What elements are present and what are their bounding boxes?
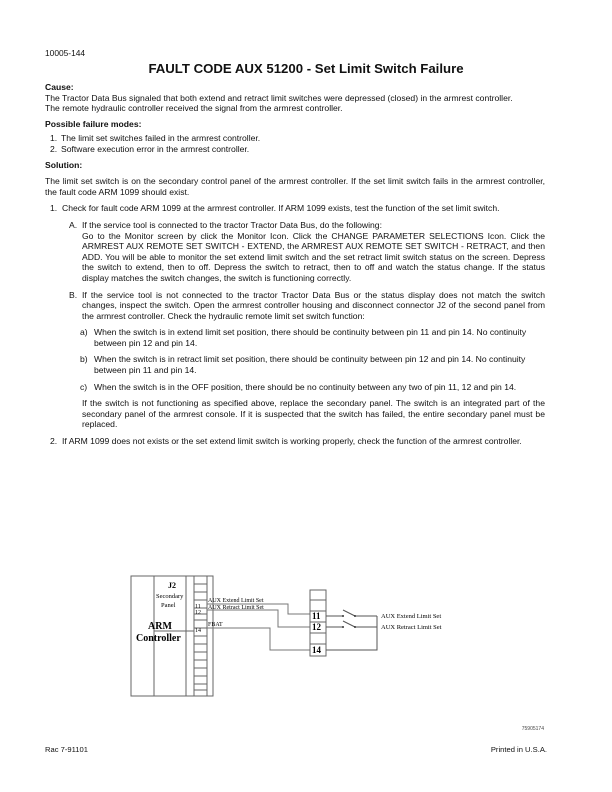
solution-step: 1. Check for fault code ARM 1099 at the armrest controller. If ARM 1099 exists, test the function of the set limit switch. A. If the service tool is connected to the tractor Tractor Data Bus, do the following: Go to the Monitor screen by click the Monitor Icon. Click the CHANGE PARAMETER SELECTIONS Icon. Click the ARMREST AUX REMOTE SET SWITCH - EXTEND, the ARMREST AUX REMOTE SET SWITCH - RETRACT, and then ADD. You will be able to monitor the set extend limit switch and the set retract limit switch status on the screen. Depress the switch to extend, then to off. Depress the switch to retract, then to off and watch the status change. If the status display matches the switch changes, the switch is functioning correctly. B. If the service tool is not connected to the tractor Tractor Data Bus or the status display does not match the switch changes, inspect the switch. Open the armrest controller housing and disconnect connector J2 of the second panel from the armrest controller. Check the hydraulic remote limit set switch function: a) When the switch is in extend limit set position, there should be continuity between pin 11 and pin 14. No continuity between pin 12 and pin 14. b) When the switch is in retract limit set position, there should be continuity between pin 12 and pin 14. No continuity between pin 11 and pin 14. c) When the switch is in the OFF position, there should be no continuity between any two of pin 11, 12 and pin 14. If the switch is not functioning as specified above, replace the secondary panel. The switch is an integrated part of the secondary panel of the armrest console. If it is suspected that the switch has failed, the entire secondary panel must be replaced. — [50, 203, 545, 430]
substep-b-text: If the service tool is not connected to the tractor Tractor Data Bus or the status display does not match the switch changes, inspect the switch. Open the armrest controller housing and disconnect connector J2 of the second panel from the armrest controller. Check the hydraulic remote limit set switch function: — [82, 289, 545, 321]
solution-heading: Solution: — [45, 159, 83, 170]
pin-label: 12 — [195, 610, 201, 616]
switch-common-wire — [326, 616, 377, 650]
page-title: FAULT CODE AUX 51200 - Set Limit Switch Failure — [148, 61, 464, 76]
check-item: c) When the switch is in the OFF position, there should be no continuity between any two of pin 11, 12 and pin 14. — [80, 381, 517, 392]
footer-revision: Rac 7-91101 — [45, 745, 88, 754]
panel-label: Secondary — [156, 593, 184, 600]
controller-label: ARM — [148, 621, 172, 632]
failure-modes-heading: Possible failure modes: — [45, 118, 142, 129]
check-item: a) When the switch is in extend limit set position, there should be continuity between pin 11 and pin 14. No continuity between pin 12 and pin 14. — [80, 327, 527, 348]
cause-line: The remote hydraulic controller received the signal from the armrest controller. — [45, 103, 343, 114]
switch-label: AUX Extend Limit Set — [381, 613, 442, 620]
switch-retract — [343, 621, 355, 627]
terminal-pin-label: 14 — [312, 645, 321, 655]
figure-id: 75905174 — [521, 726, 544, 732]
switch-label: AUX Retract Limit Set — [381, 624, 442, 631]
cause-line: The Tractor Data Bus signaled that both extend and retract limit switches were depressed (closed) in the armrest controller. — [45, 92, 513, 103]
wire-label: AUX Retract Limit Set — [208, 605, 264, 611]
solution-intro: The limit set switch is on the secondary control panel of the armrest controller. If the set limit switch fails in the armrest controller, the fault code ARM 1099 should exist. — [45, 176, 545, 197]
pin-label: 11 — [195, 604, 201, 610]
switch-extend — [343, 610, 355, 616]
replacement-note: If the switch is not functioning as specified above, replace the secondary panel. The switch is an integrated part of the secondary panel of the armrest console. If it is suspected that the switch has failed, the entire secondary panel must be replaced. — [82, 398, 545, 430]
panel-label: Panel — [161, 602, 176, 609]
wire-label: AUX Extend Limit Set — [208, 598, 264, 604]
substep-a-text: If the service tool is connected to the tractor Tractor Data Bus, do the following: — [82, 219, 382, 230]
controller-label: Controller — [136, 633, 181, 644]
check-item: b) When the switch is in retract limit set position, there should be continuity between pin 12 and pin 14. No continuity between pin 11 and pin 14. — [80, 354, 526, 376]
wire-label: FBAT — [208, 622, 223, 628]
substep-a-detail: Go to the Monitor screen by click the Monitor Icon. Click the CHANGE PARAMETER SELECTIONS Icon. Click the ARMREST AUX REMOTE SET SWITCH - EXTEND, the ARMREST AUX REMOTE SET SWITCH - RETRACT, and then ADD. You will be able to monitor the set extend limit switch and the set retract limit switch status on the screen. Depress the switch to extend, then to off. Depress the switch to retract, then to off and watch the status change. If the status display matches the switch changes, the switch is functioning correctly. — [82, 230, 545, 283]
terminal-pin-label: 11 — [312, 611, 321, 621]
substep-a: A. If the service tool is connected to the tractor Tractor Data Bus, do the following: Go to the Monitor screen by click the Monitor Icon. Click the CHANGE PARAMETER SELECTIONS Icon. Click the ARMREST AUX REMOTE SET SWITCH - EXTEND, the ARMREST AUX REMOTE SET SWITCH - RETRACT, and then ADD. You will be able to monitor the set extend limit switch and the set retract limit switch status on the screen. Depress the switch to extend, then to off. Depress the switch to retract, then to off and watch the status change. If the status display matches the switch changes, the switch is functioning correctly. — [69, 219, 545, 283]
cause-heading: Cause: — [45, 82, 74, 92]
footer-printed: Printed in U.S.A. — [490, 745, 547, 754]
connector-label: J2 — [168, 581, 176, 590]
document-number: 10005-144 — [45, 48, 86, 58]
pin-label: 14 — [195, 628, 201, 634]
failure-mode-item: 2. Software execution error in the armrest controller. — [50, 143, 250, 154]
solution-step-text: If ARM 1099 does not exists or the set extend limit switch is working properly, check the function of the armrest controller. — [62, 436, 522, 447]
terminal-pin-label: 12 — [312, 622, 321, 632]
failure-mode-item: 1. The limit set switches failed in the armrest controller. — [50, 133, 261, 144]
wire-fbat — [207, 628, 310, 650]
solution-step: 2. If ARM 1099 does not exists or the set extend limit switch is working properly, check the function of the armrest controller. — [45, 436, 545, 447]
substep-b: B. If the service tool is not connected to the tractor Tractor Data Bus or the status display does not match the switch changes, inspect the switch. Open the armrest controller housing and disconnect connector J2 of the second panel from the armrest controller. Check the hydraulic remote limit set switch function: a) When the switch is in extend limit set position, there should be continuity between pin 11 and pin 14. No continuity between pin 12 and pin 14. b) When the switch is in retract limit set position, there should be continuity between pin 12 and pin 14. No continuity between pin 11 and pin 14. c) When the switch is in the OFF position, there should be no continuity between any two of pin 11, 12 and pin 14. If the switch is not functioning as specified above, replace the secondary panel. The switch is an integrated part of the secondary panel of the armrest console. If it is suspected that the switch has failed, the entire secondary panel must be replaced. — [69, 289, 545, 430]
solution-step-text: Check for fault code ARM 1099 at the armrest controller. If ARM 1099 exists, test the function of the set limit switch. — [62, 203, 500, 214]
